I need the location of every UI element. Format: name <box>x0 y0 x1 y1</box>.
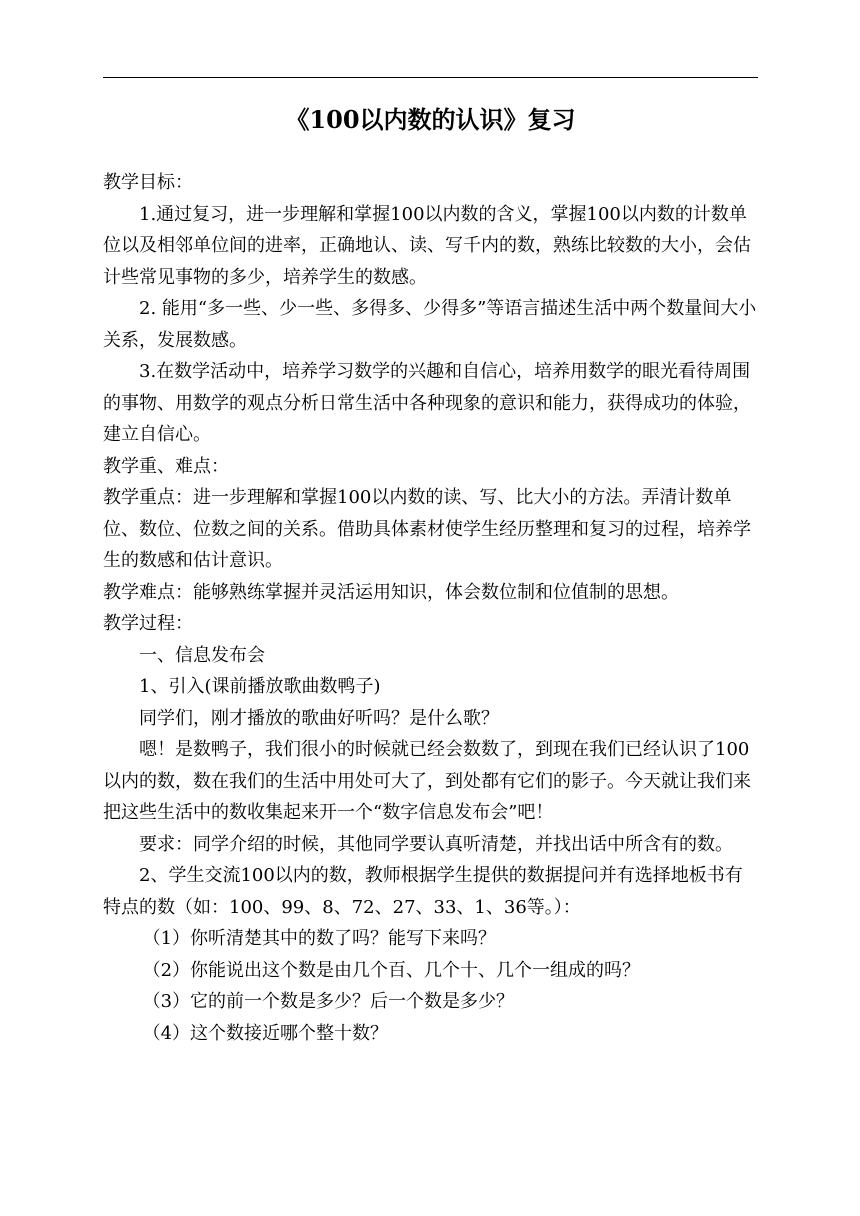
paragraph-intro: 1、引入(课前播放歌曲数鸭子) <box>139 676 381 697</box>
paragraph-q1: （1）你听清楚其中的数了吗？能写下来吗？ <box>142 928 497 949</box>
paragraph-answer: 嗯！是数鸭子，我们很小的时候就已经会数数了，到现在我们已经认识了100以内的数，数在我们的生活中用处可大了，到处都有它们的影子。今天就让我们来把这些生活中的数收集起来开一个“数字信息发布会”吧！ <box>103 739 751 823</box>
paragraph-question: 同学们，刚才播放的歌曲好听吗？是什么歌？ <box>139 707 499 729</box>
document-body <box>103 167 758 1049</box>
paragraph-key-point: 教学重点：进一步理解和掌握100以内数的读、写、比大小的方法。弄清计数单位、数位、位数之间的关系。借助具体素材使学生经历整理和复习的过程，培养学生的数感和估计意识。 <box>103 487 751 571</box>
paragraph-key-points-heading: 教学重、难点： <box>103 455 229 477</box>
paragraph-objective-1: 1.通过复习，进一步理解和掌握100以内数的含义，掌握100以内数的计数单位以及相邻单位间的进率，正确地认、读、写千内的数，熟练比较数的大小，会估计些常见事物的多少，培养学生的数感。 <box>103 203 751 288</box>
paragraph-difficult-point: 教学难点：能够熟练掌握并灵活运用知识，体会数位制和位值制的思想。 <box>103 581 679 603</box>
paragraph-objectives-heading: 教学目标： <box>103 172 193 193</box>
paragraph-q2: （2）你能说出这个数是由几个百、几个十、几个一组成的吗？ <box>142 959 641 981</box>
paragraph-q4: （4）这个数接近哪个整十数？ <box>142 1022 389 1044</box>
paragraph-objective-2: 2. 能用“多一些、少一些、多得多、少得多”等语言描述生活中两个数量间大小关系，发展数感。 <box>103 298 757 351</box>
paragraph-section-1: 一、信息发布会 <box>139 644 265 666</box>
paragraph-objective-3: 3.在数学活动中，培养学习数学的兴趣和自信心，培养用数学的眼光看待周围的事物、用数学的观点分析日常生活中各种现象的意识和能力，获得成功的体验，建立自信心。 <box>103 361 751 445</box>
paragraph-requirement: 要求：同学介绍的时候，其他同学要认真听清楚，并找出话中所含有的数。 <box>139 833 733 855</box>
paragraph-q3: （3）它的前一个数是多少？后一个数是多少？ <box>142 991 515 1012</box>
document-title: 《100以内数的认识》复习 <box>285 105 576 134</box>
paragraph-exchange: 2、学生交流100以内的数，教师根据学生提供的数据提问并有选择地板书有特点的数（如：100、99、8、72、27、33、1、36等。）： <box>103 865 743 918</box>
header-rule <box>103 77 758 78</box>
paragraph-process-heading: 教学过程： <box>103 613 193 634</box>
